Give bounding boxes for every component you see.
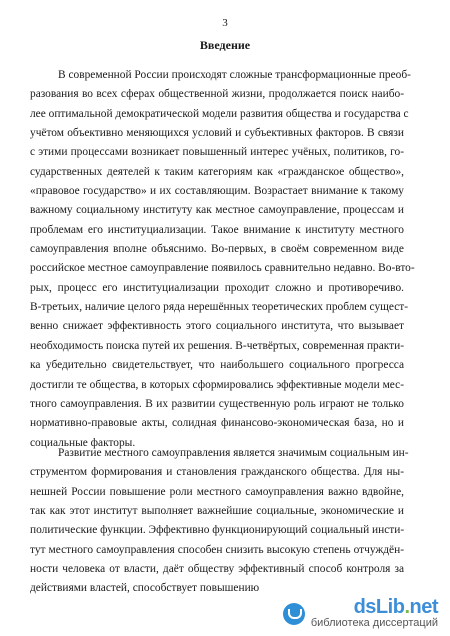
watermark-subtitle: библиотека диссертаций: [310, 617, 438, 629]
text-line: самоуправления вполне объяснимо. Во-первых, в своём современном виде: [30, 243, 404, 256]
text-line: ка убедительно свидетельствует, что наибольшего социального прогресса: [30, 359, 404, 372]
section-heading: Введение: [199, 38, 251, 52]
text-line: необходимость поиска путей их решения. В-четвёртых, современная практи-: [30, 339, 405, 352]
text-line: ности человека от власти, даёт обществу эффективный способ контроля за: [30, 563, 404, 576]
paragraph-2: [30, 444, 409, 599]
text-line: действиями властей, способствует повышению: [30, 582, 260, 595]
text-line: политические функции. Эффективно функционирующий социальный инсти-: [30, 524, 405, 537]
page-number: 3: [222, 17, 228, 29]
watermark-logo: dsLib.net: [353, 596, 438, 618]
text-line: разования во всех сферах общественной жизни, продолжается поиск наибо-: [30, 88, 404, 101]
text-line: «правовое государство» и их составляющим. Возрастает внимание к такому: [30, 185, 404, 198]
text-line: социальные факторы.: [30, 436, 136, 449]
text-line: так как этот институт выполняет важнейшие социальные, экономические и: [30, 505, 404, 518]
text-line: достигли те общества, в которых сформировались эффективные модели мес-: [30, 378, 404, 391]
text-line: венно снижает эффективность этого социального института, что вызывает: [30, 320, 404, 333]
text-line: сударственных деятелей к таким категориям как «гражданское общество»,: [30, 165, 404, 178]
text-line: тут местного самоуправления способен снизить высокую степень отчуждён-: [30, 543, 404, 556]
dslib-watermark[interactable]: [283, 597, 438, 630]
text-line: тного самоуправления. В их развитии существенную роль играют не только: [30, 397, 404, 410]
text-line: В современной России происходят сложные трансформационные преоб-: [58, 69, 411, 81]
text-line: учётом объективно меняющихся условий и субъективных факторов. В связи: [30, 127, 404, 140]
text-line: нешней России повышение роли местного самоуправления важно вдвойне,: [30, 485, 404, 498]
text-line: нормативно-правовые акты, солидная финансово-экономическая база, но и: [30, 417, 404, 430]
text-line: проблемам его институциализации. Такое внимание к институту местного: [30, 223, 404, 236]
text-line: струментом формирования и становления гражданского общества. Для ны-: [30, 466, 404, 479]
text-line: российское местное самоуправление появилось сравнительно недавно. Во-вто-: [30, 262, 415, 275]
text-line: В-третьих, наличие целого ряда нерешённых теоретических проблем сущест-: [30, 301, 409, 314]
text-line: рых, процесс его институциализации проходит сложно и противоречиво.: [30, 281, 404, 294]
text-line: важному социальному институту как местное самоуправление, процессам и: [30, 204, 404, 217]
text-line: с этими процессами возникает повышенный интерес учёных, политиков, го-: [30, 146, 404, 159]
text-line: Развитие местного самоуправления является значимым социальным ин-: [58, 447, 409, 459]
text-line: лее оптимальной демократической модели развития общества и государства с: [30, 107, 409, 120]
book-circle-icon: [283, 603, 305, 625]
